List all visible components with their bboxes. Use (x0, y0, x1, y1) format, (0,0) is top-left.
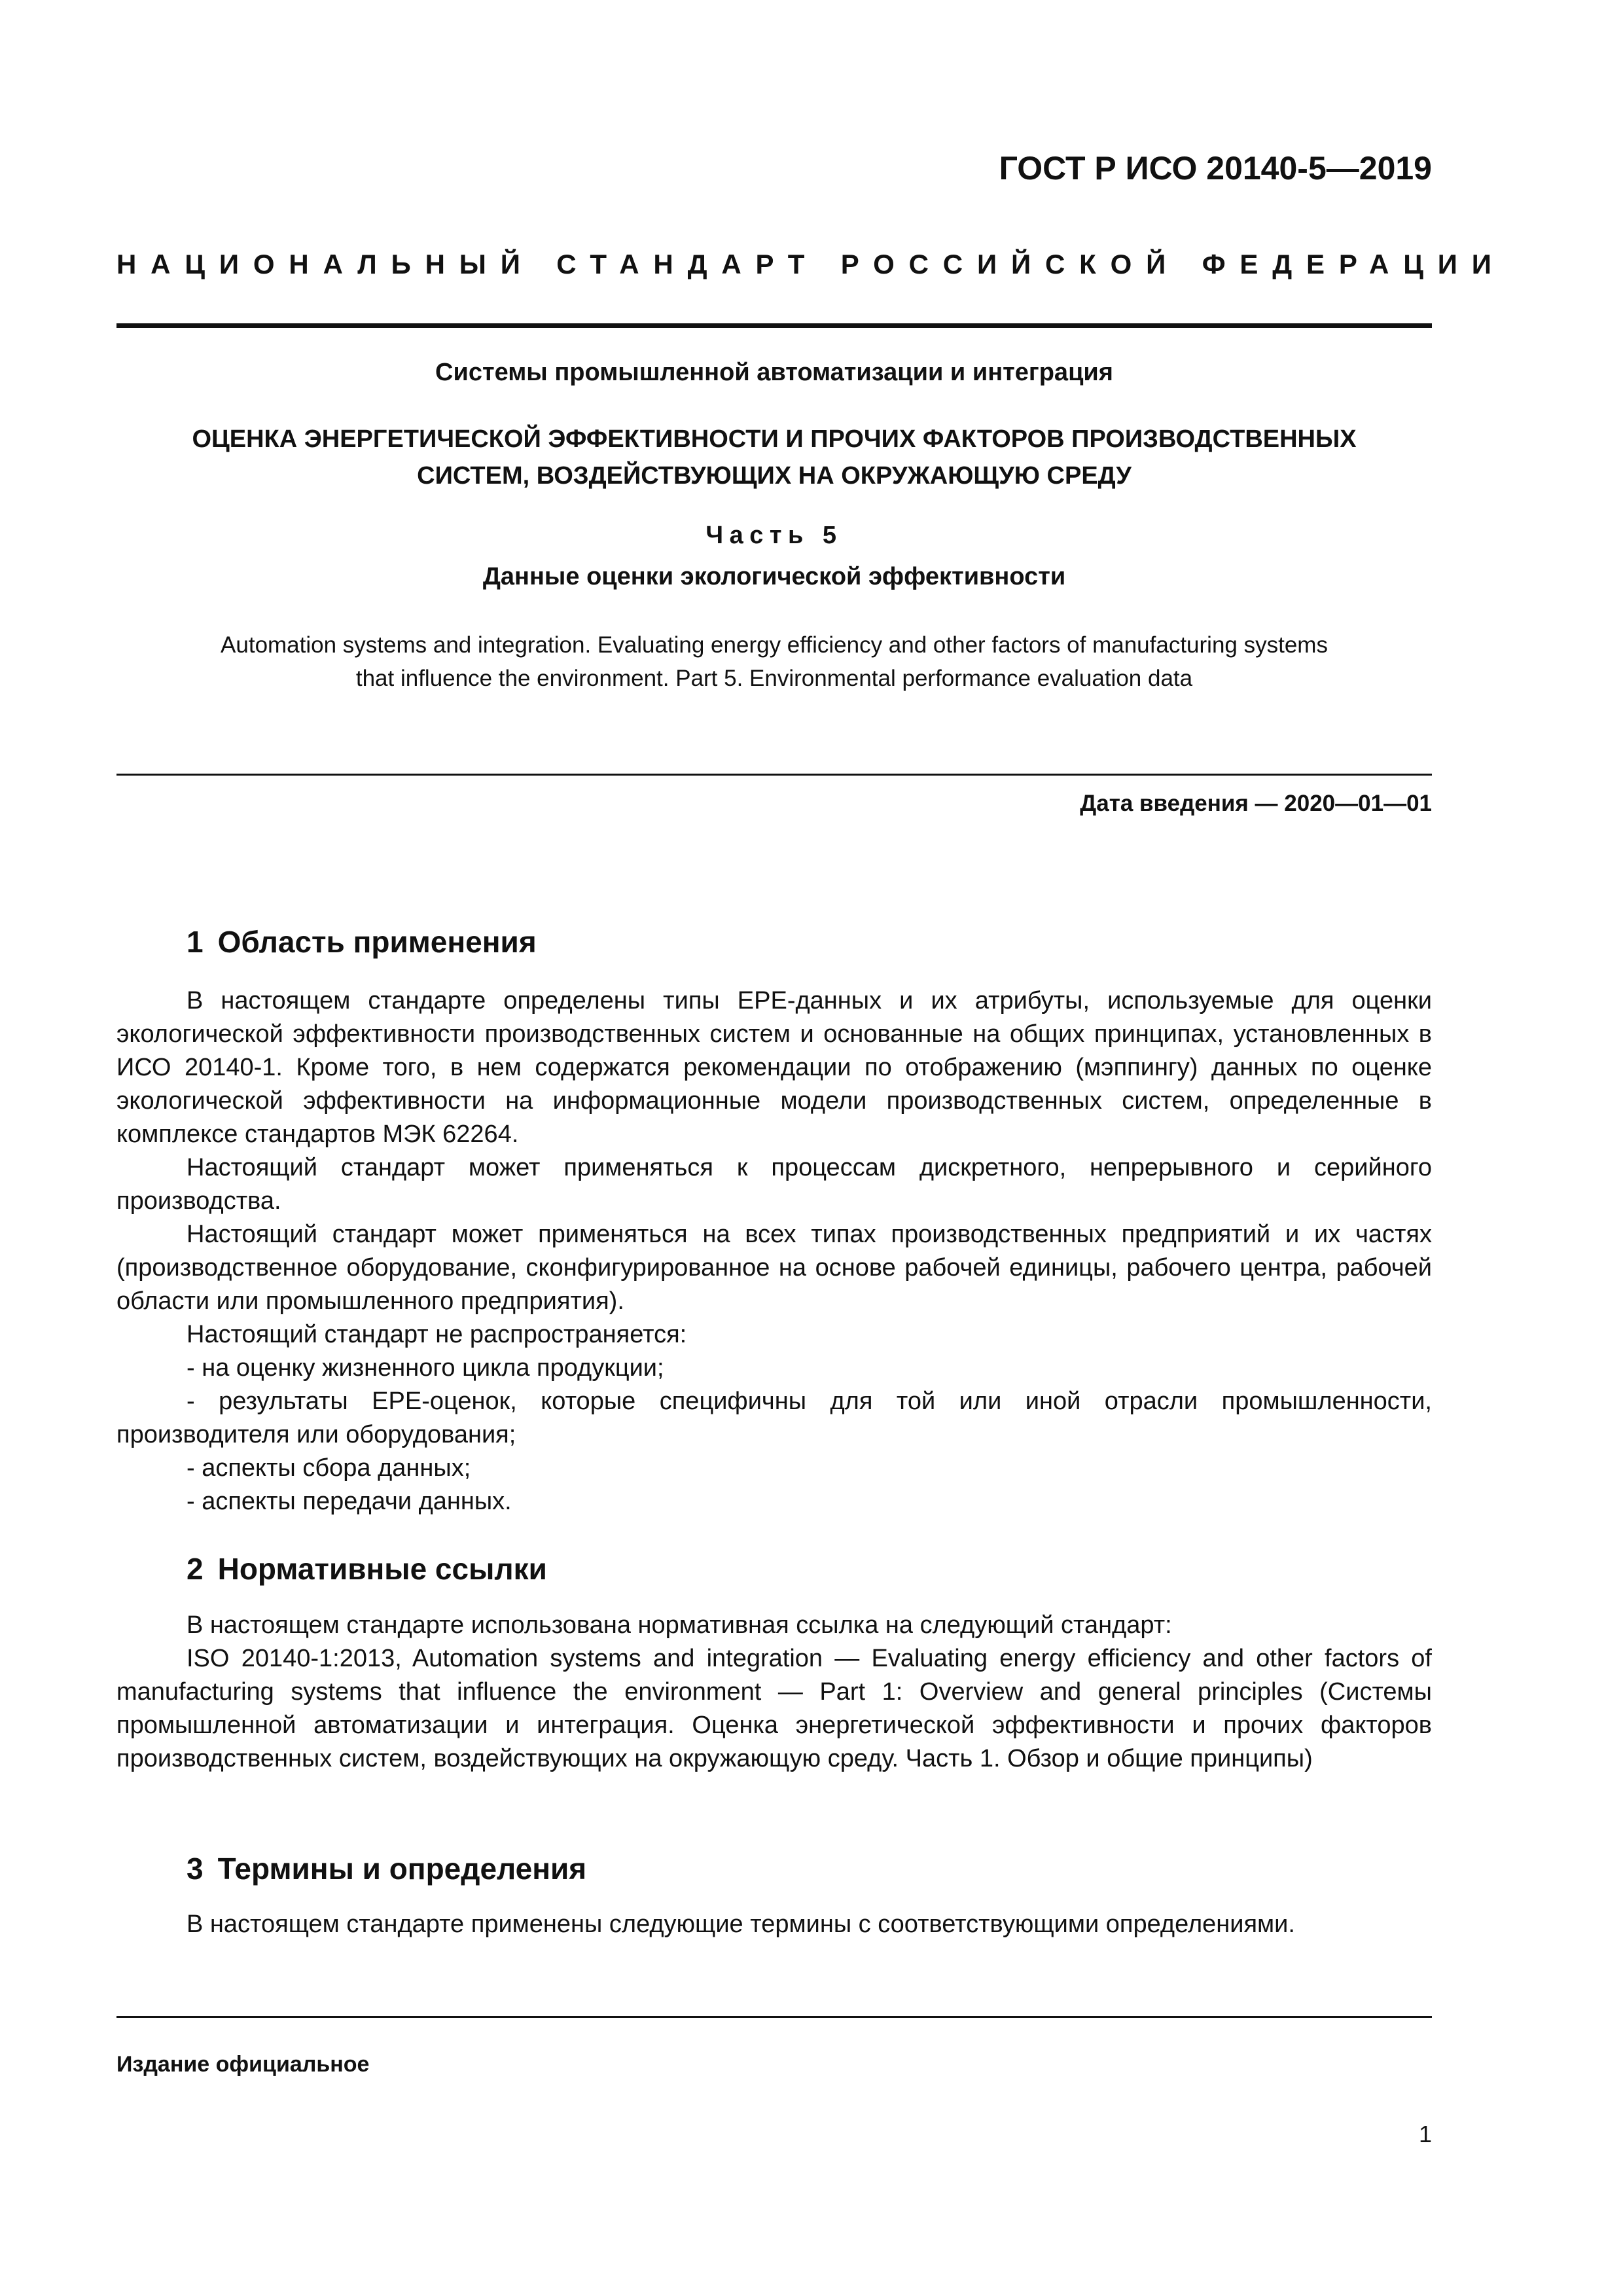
section-3-number: 3 (187, 1852, 204, 1886)
section-1-paragraph-3: Настоящий стандарт может применяться на всех типах производственных предприятий и их частях (производственное оборудование, сконфигурированное на основе рабочей единицы, рабочего центра, рабочей области или промышленного предприятия). (116, 1221, 1432, 1315)
introduction-date: Дата введения — 2020—01—01 (1080, 791, 1432, 816)
section-3-title: Термины и определения (217, 1852, 587, 1886)
section-1-number: 1 (187, 925, 204, 959)
section-1-paragraph-1: В настоящем стандарте определены типы EPE-данных и их атрибуты, используемые для оценки экологической эффективности производственных систем и основанные на общих принципах, установленных в ИСО 20140-1. Кроме того, в нем содержатся рекомендации по отображению (мэппингу) данных по оценке экологической эффективности на информационные модели производственных систем, определенные в комплексе стандартов МЭК 62264. (116, 987, 1432, 1148)
section-3-heading (187, 1851, 586, 1886)
section-2-reference: ISO 20140-1:2013, Automation systems and integration — Evaluating energy efficiency and other factors of manufacturing systems that influence the environment — Part 1: Overview and general principles (Системы промышленной автоматизации и интеграция. Оценка энергетической эффективности и прочих факторов производственных систем, воздействующих на окружающую среду. Часть 1. Обзор и общие принципы) (116, 1645, 1432, 1772)
section-1-list-item-2: - результаты EPE-оценок, которые специфичны для той или иной отрасли промышленности, производителя или оборудования; (116, 1388, 1432, 1448)
page-number: 1 (1418, 2121, 1432, 2147)
section-2-paragraph-1: В настоящем стандарте использована нормативная ссылка на следующий стандарт: (187, 1611, 1172, 1639)
national-standard-banner: НАЦИОНАЛЬНЫЙ СТАНДАРТ РОССИЙСКОЙ ФЕДЕРАЦИИ (116, 249, 1506, 279)
english-title-line-2: that influence the environment. Part 5. Environmental performance evaluation data (355, 666, 1193, 691)
part-label: Часть 5 (705, 522, 843, 549)
english-title (116, 628, 1432, 695)
section-3-paragraph-1: В настоящем стандарте применены следующие термины с соответствующими определениями. (187, 1910, 1295, 1938)
section-1-list-item-4: - аспекты передачи данных. (187, 1488, 512, 1515)
section-1-list-item-3: - аспекты сбора данных; (187, 1454, 471, 1482)
section-2-title: Нормативные ссылки (217, 1552, 547, 1586)
series-title: Системы промышленной автоматизации и интеграция (435, 359, 1113, 386)
section-1-body (116, 984, 1432, 1518)
section-1-heading (187, 924, 537, 960)
section-1-list-item-1: - на оценку жизненного цикла продукции; (187, 1354, 664, 1382)
main-title (116, 421, 1432, 494)
section-2-number: 2 (187, 1552, 204, 1586)
main-title-line-1: ОЦЕНКА ЭНЕРГЕТИЧЕСКОЙ ЭФФЕКТИВНОСТИ И ПРОЧИХ ФАКТОРОВ ПРОИЗВОДСТВЕННЫХ (192, 425, 1357, 453)
standard-number: ГОСТ Р ИСО 20140-5—2019 (999, 150, 1432, 187)
section-1-paragraph-2: Настоящий стандарт может применяться к процессам дискретного, непрерывного и серийного производства. (116, 1154, 1432, 1215)
section-1-title: Область применения (217, 925, 537, 959)
section-2-heading (187, 1551, 547, 1587)
section-2-body (116, 1609, 1432, 1776)
official-edition-label: Издание официальное (116, 2052, 370, 2077)
title-rule (116, 774, 1432, 776)
main-title-line-2: СИСТЕМ, ВОЗДЕЙСТВУЮЩИХ НА ОКРУЖАЮЩУЮ СРЕДУ (417, 462, 1132, 490)
footer-rule (116, 2016, 1432, 2018)
english-title-line-1: Automation systems and integration. Evaluating energy efficiency and other factors of manufacturing systems (221, 632, 1328, 658)
section-3-body (116, 1908, 1432, 1941)
part-title: Данные оценки экологической эффективности (482, 563, 1066, 590)
section-1-paragraph-4: Настоящий стандарт не распространяется: (187, 1321, 687, 1348)
header-rule (116, 323, 1432, 328)
